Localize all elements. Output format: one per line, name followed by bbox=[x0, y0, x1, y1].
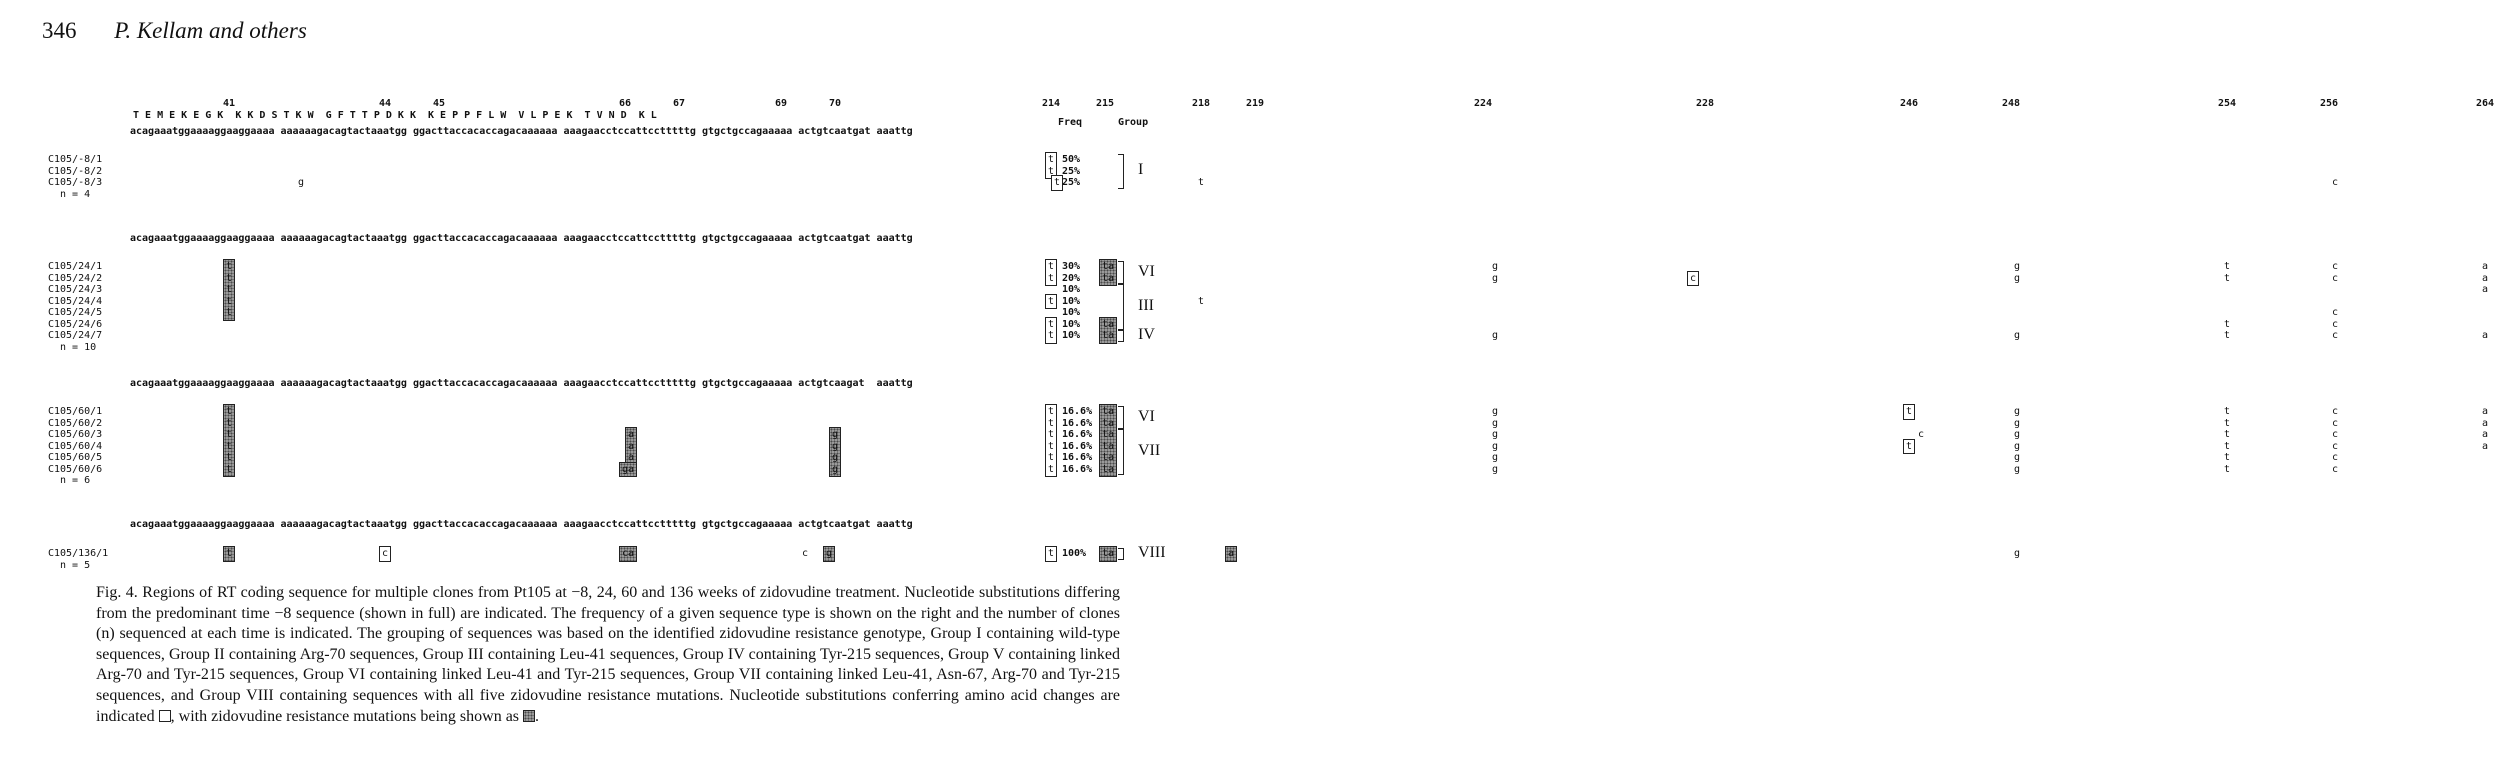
codon-number: 44 bbox=[379, 98, 392, 109]
substitution-base: c bbox=[2332, 307, 2339, 318]
substitution-base: t bbox=[226, 417, 233, 429]
substitution-base: t bbox=[1048, 165, 1055, 177]
page-header bbox=[42, 18, 307, 44]
clone-label: C105/60/4 bbox=[48, 440, 103, 452]
clone-label: C105/60/1 bbox=[48, 406, 103, 417]
frequency-value: 10% bbox=[1062, 284, 1081, 295]
substitution-base: g bbox=[2014, 463, 2021, 475]
reference-sequence: acagaaatggaaaaggaaggaaaa aaaaaagacagtactaaatgg ggacttaccacaccagacaaaaaa aaagaacctccattcctttttg gtgctgccagaaaaa actgtcaatgat aaattg bbox=[130, 519, 913, 530]
group-label: VII bbox=[1138, 442, 1161, 459]
clone-label: C105/24/7 bbox=[48, 330, 103, 341]
codon-number: 219 bbox=[1246, 98, 1265, 109]
substitution-base: g bbox=[1492, 440, 1499, 452]
group-label: VIII bbox=[1138, 543, 1166, 561]
substitution-base: ta bbox=[1102, 318, 1115, 330]
substitution-base: t bbox=[1198, 177, 1205, 188]
substitution-base: g bbox=[1492, 463, 1499, 475]
frequency-value: 30% bbox=[1062, 261, 1081, 272]
substitution-base: t bbox=[2224, 261, 2231, 272]
substitution-base: t bbox=[1048, 318, 1055, 330]
caption-text-end: . bbox=[535, 707, 540, 725]
substitution-base: c bbox=[2332, 417, 2339, 429]
caption-text: Regions of RT coding sequence for multiple clones from Pt105 at −8, 24, 60 and 136 weeks of zidovudine treatment. Nucleotide substitutions differing from the predominant time −8 sequence (shown in full) are indicated. The frequency of a given sequence type is shown on the right and the number of clones (n) sequenced at each time is indicated. The grouping of sequences was based on the identified zidovudine resistance genotype, Group I containing wild-type sequences, Group II containing Arg-70 sequences, Group III containing Leu-41 sequences, Group IV containing Tyr-215 sequences, Group V containing linked Arg-70 and Tyr-215 sequences, Group VI containing linked Leu-41 and Tyr-215 sequences, Group VII containing linked Leu-41, Asn-67, Arg-70 and Tyr-215 sequences, and Group VIII containing sequences with all five zidovudine resistance mutations. Nucleotide substitutions conferring amino acid changes are indicated bbox=[96, 584, 1121, 725]
substitution-base: t bbox=[2224, 406, 2231, 417]
caption-label: Fig. 4. bbox=[96, 584, 138, 601]
substitution-base: t bbox=[1048, 452, 1055, 463]
substitution-base: c bbox=[2332, 330, 2339, 341]
substitution-base: t bbox=[1048, 429, 1055, 440]
freq-header: Freq bbox=[1058, 117, 1083, 128]
substitution-base: c bbox=[1690, 272, 1697, 284]
clone-label: C105/24/1 bbox=[48, 261, 103, 272]
frequency-value: 25% bbox=[1062, 177, 1081, 188]
substitution-base: t bbox=[226, 429, 233, 440]
group-bracket bbox=[1118, 284, 1124, 330]
substitution-base: c bbox=[1918, 429, 1925, 440]
codon-number: 215 bbox=[1096, 98, 1115, 109]
clone-label: C105/24/2 bbox=[48, 272, 103, 284]
substitution-base: g bbox=[2014, 440, 2021, 452]
clone-label: C105/24/4 bbox=[48, 295, 103, 307]
substitution-base: g bbox=[832, 452, 839, 463]
codon-number: 45 bbox=[433, 98, 446, 109]
substitution-base: t bbox=[2224, 440, 2231, 452]
amino-acid-row: T E M E K E G K K K D S T K W G F T T P D K K K E P P F L W V L P E K T V N D K L bbox=[133, 110, 657, 121]
frequency-value: 16.6% bbox=[1062, 429, 1093, 440]
substitution-base: c bbox=[802, 548, 809, 559]
clone-count: n = 5 bbox=[60, 559, 91, 571]
substitution-base: a bbox=[628, 440, 635, 452]
codon-number: 70 bbox=[829, 98, 842, 109]
substitution-base: g bbox=[1492, 272, 1499, 284]
substitution-base: g bbox=[832, 429, 839, 440]
substitution-base: ta bbox=[1102, 452, 1115, 463]
frequency-value: 10% bbox=[1062, 295, 1081, 307]
running-author: P. Kellam and others bbox=[114, 18, 307, 43]
group-bracket bbox=[1118, 406, 1124, 429]
group-bracket bbox=[1118, 261, 1124, 284]
substitution-base: a bbox=[2482, 284, 2489, 295]
substitution-base: t bbox=[226, 261, 233, 272]
codon-number: 67 bbox=[673, 98, 686, 109]
group-label: I bbox=[1138, 161, 1144, 179]
substitution-base: g bbox=[1492, 406, 1499, 417]
substitution-base: g bbox=[2014, 330, 2021, 341]
shaded-square-icon bbox=[523, 710, 535, 722]
clone-label: C105/-8/2 bbox=[48, 165, 103, 177]
substitution-base: g bbox=[832, 463, 839, 475]
reference-sequence: acagaaatggaaaaggaaggaaaa aaaaaagacagtactaaatgg ggacttaccacaccagacaaaaaa aaagaacctccattcctttttg gtgctgccagaaaaa actgtcaatgat aaattg bbox=[130, 233, 913, 244]
substitution-base: t bbox=[2224, 463, 2231, 475]
substitution-base: t bbox=[2224, 417, 2231, 429]
group-bracket bbox=[1118, 154, 1124, 189]
clone-label: C105/-8/3 bbox=[48, 177, 103, 188]
substitution-base: g bbox=[2014, 417, 2021, 429]
substitution-base: c bbox=[2332, 272, 2339, 284]
clone-label: C105/-8/1 bbox=[48, 154, 103, 165]
substitution-base: c bbox=[2332, 261, 2339, 272]
substitution-base: t bbox=[1048, 440, 1055, 452]
substitution-base: t bbox=[2224, 429, 2231, 440]
substitution-base: a bbox=[2482, 429, 2489, 440]
substitution-base: ta bbox=[1102, 406, 1115, 417]
group-bracket bbox=[1118, 330, 1124, 342]
substitution-base: g bbox=[298, 177, 305, 188]
frequency-value: 100% bbox=[1062, 548, 1087, 559]
substitution-base: g bbox=[1492, 417, 1499, 429]
substitution-base: g bbox=[2014, 452, 2021, 463]
figure-caption bbox=[96, 583, 1120, 727]
reference-sequence: acagaaatggaaaaggaaggaaaa aaaaaagacagtactaaatgg ggacttaccacaccagacaaaaaa aaagaacctccattcctttttg gtgctgccagaaaaa actgtcaatgat aaattg bbox=[130, 126, 913, 137]
frequency-value: 10% bbox=[1062, 318, 1081, 330]
clone-label: C105/60/5 bbox=[48, 452, 103, 463]
substitution-base: g bbox=[2014, 548, 2021, 559]
frequency-value: 25% bbox=[1062, 165, 1081, 177]
clone-label: C105/136/1 bbox=[48, 548, 109, 559]
substitution-base: g bbox=[826, 548, 833, 559]
substitution-base: a bbox=[2482, 261, 2489, 272]
substitution-base: ta bbox=[1102, 417, 1115, 429]
substitution-base: g bbox=[2014, 272, 2021, 284]
substitution-base: g bbox=[832, 440, 839, 452]
clone-count: n = 6 bbox=[60, 475, 91, 486]
substitution-base: t bbox=[1048, 548, 1055, 559]
codon-number: 224 bbox=[1474, 98, 1493, 109]
substitution-base: c bbox=[2332, 318, 2339, 330]
codon-number: 246 bbox=[1900, 98, 1919, 109]
substitution-base: g bbox=[2014, 429, 2021, 440]
substitution-base: t bbox=[226, 452, 233, 463]
group-bracket bbox=[1118, 548, 1124, 560]
substitution-base: t bbox=[1048, 330, 1055, 341]
frequency-value: 10% bbox=[1062, 307, 1081, 318]
clone-count: n = 10 bbox=[60, 341, 97, 353]
substitution-base: t bbox=[1906, 406, 1913, 417]
clone-label: C105/60/3 bbox=[48, 429, 103, 440]
clone-label: C105/24/6 bbox=[48, 318, 103, 330]
substitution-base: ca bbox=[622, 548, 635, 559]
substitution-base: t bbox=[1048, 406, 1055, 417]
substitution-base: c bbox=[2332, 452, 2339, 463]
clone-label: C105/60/2 bbox=[48, 417, 103, 429]
substitution-base: a bbox=[2482, 417, 2489, 429]
substitution-base: c bbox=[2332, 429, 2339, 440]
substitution-base: g bbox=[2014, 261, 2021, 272]
codon-number: 66 bbox=[619, 98, 632, 109]
substitution-base: t bbox=[2224, 318, 2231, 330]
substitution-base: g bbox=[1492, 330, 1499, 341]
substitution-base: a bbox=[2482, 272, 2489, 284]
substitution-base: ta bbox=[1102, 330, 1115, 341]
substitution-base: ta bbox=[1102, 272, 1115, 284]
frequency-value: 20% bbox=[1062, 272, 1081, 284]
clone-label: C105/60/6 bbox=[48, 463, 103, 475]
substitution-base: t bbox=[1048, 154, 1055, 165]
substitution-base: t bbox=[1054, 177, 1061, 188]
substitution-base: t bbox=[1048, 261, 1055, 272]
group-bracket bbox=[1118, 429, 1124, 475]
substitution-base: a bbox=[2482, 440, 2489, 452]
substitution-base: t bbox=[226, 440, 233, 452]
substitution-base: ta bbox=[1102, 261, 1115, 272]
group-label: III bbox=[1138, 297, 1154, 314]
substitution-base: t bbox=[226, 284, 233, 295]
substitution-base: ta bbox=[1102, 463, 1115, 475]
substitution-base: a bbox=[2482, 330, 2489, 341]
substitution-base: a bbox=[628, 429, 635, 440]
group-label: VI bbox=[1138, 262, 1155, 280]
frequency-value: 16.6% bbox=[1062, 440, 1093, 452]
frequency-value: 10% bbox=[1062, 330, 1081, 341]
codon-number: 69 bbox=[775, 98, 788, 109]
caption-text-middle: , with zidovudine resistance mutations being shown as bbox=[170, 707, 520, 725]
substitution-base: t bbox=[226, 307, 233, 318]
substitution-base: t bbox=[2224, 330, 2231, 341]
substitution-base: c bbox=[2332, 406, 2339, 417]
substitution-base: c bbox=[2332, 177, 2339, 188]
codon-number: 228 bbox=[1696, 98, 1715, 109]
codon-number: 264 bbox=[2476, 98, 2494, 109]
page-number: 346 bbox=[42, 18, 77, 43]
group-header: Group bbox=[1118, 117, 1149, 128]
substitution-base: t bbox=[1906, 440, 1913, 452]
substitution-base: t bbox=[226, 272, 233, 284]
codon-number: 41 bbox=[223, 98, 236, 109]
codon-number: 218 bbox=[1192, 98, 1211, 109]
substitution-base: t bbox=[2224, 272, 2231, 284]
substitution-base: t bbox=[1048, 417, 1055, 429]
substitution-base: g bbox=[1492, 429, 1499, 440]
substitution-base: c bbox=[382, 548, 389, 559]
frequency-value: 16.6% bbox=[1062, 463, 1093, 475]
frequency-value: 50% bbox=[1062, 154, 1081, 165]
clone-count: n = 4 bbox=[60, 188, 91, 200]
substitution-base: ta bbox=[1102, 440, 1115, 452]
substitution-base: ta bbox=[1102, 429, 1115, 440]
group-label: IV bbox=[1138, 325, 1155, 343]
substitution-base: a bbox=[2482, 406, 2489, 417]
codon-number: 256 bbox=[2320, 98, 2339, 109]
reference-sequence: acagaaatggaaaaggaaggaaaa aaaaaagacagtactaaatgg ggacttaccacaccagacaaaaaa aaagaacctccattcctttttg gtgctgccagaaaaa actgtcaagat aaattg bbox=[130, 378, 913, 389]
substitution-base: t bbox=[1048, 463, 1055, 475]
frequency-value: 16.6% bbox=[1062, 406, 1093, 417]
substitution-base: t bbox=[1048, 295, 1055, 307]
clone-label: C105/24/5 bbox=[48, 307, 103, 318]
codon-number: 214 bbox=[1042, 98, 1061, 109]
substitution-base: g bbox=[2014, 406, 2021, 417]
frequency-value: 16.6% bbox=[1062, 417, 1093, 429]
substitution-base: ta bbox=[1102, 548, 1115, 559]
substitution-base: c bbox=[2332, 463, 2339, 475]
substitution-base: a bbox=[628, 452, 635, 463]
substitution-base: t bbox=[226, 295, 233, 307]
codon-number: 248 bbox=[2002, 98, 2021, 109]
group-label: VI bbox=[1138, 407, 1155, 425]
open-square-icon bbox=[159, 710, 171, 722]
substitution-base: t bbox=[2224, 452, 2231, 463]
substitution-base: t bbox=[226, 548, 233, 559]
substitution-base: c bbox=[2332, 440, 2339, 452]
substitution-base: t bbox=[1198, 295, 1205, 307]
substitution-base: t bbox=[1048, 272, 1055, 284]
frequency-value: 16.6% bbox=[1062, 452, 1093, 463]
codon-number: 254 bbox=[2218, 98, 2237, 109]
substitution-base: g bbox=[1492, 261, 1499, 272]
substitution-base: a bbox=[1228, 548, 1235, 559]
substitution-base: g bbox=[1492, 452, 1499, 463]
substitution-base: ga bbox=[622, 463, 635, 475]
clone-label: C105/24/3 bbox=[48, 284, 103, 295]
substitution-base: t bbox=[226, 406, 233, 417]
substitution-base: t bbox=[226, 463, 233, 475]
